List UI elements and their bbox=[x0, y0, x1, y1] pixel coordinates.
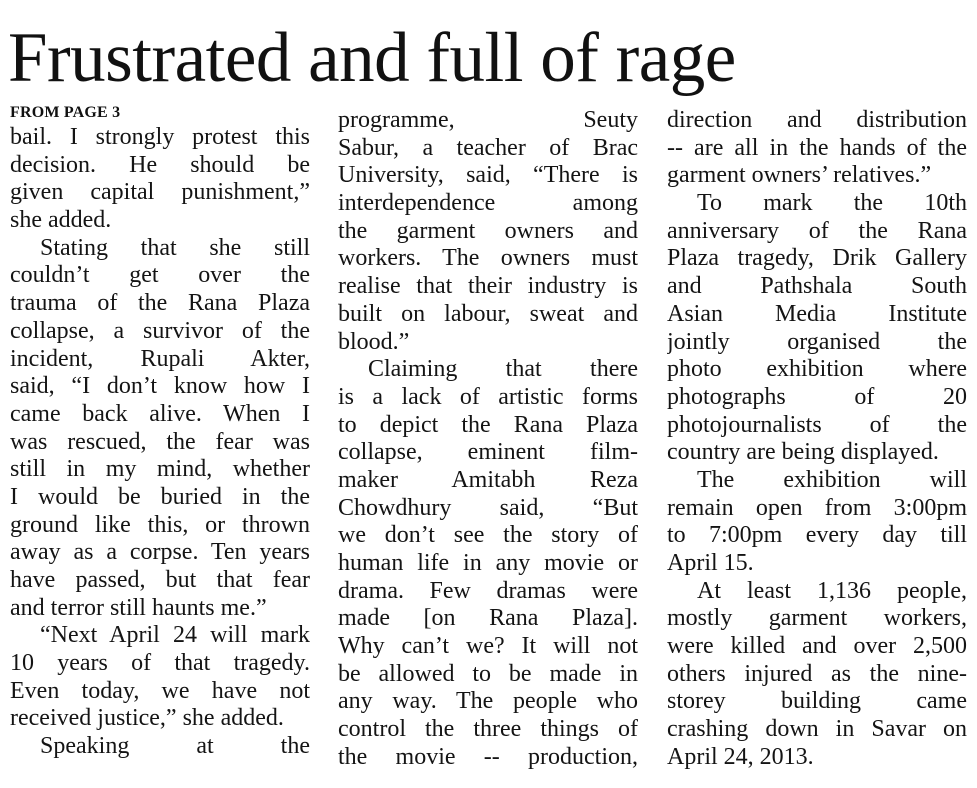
text-line: human life in any movie or bbox=[338, 550, 638, 576]
text-line: jointly organised the bbox=[667, 328, 967, 355]
text-line: Even today, we have not bbox=[10, 677, 310, 704]
text-line: To mark the 10th bbox=[697, 190, 967, 217]
text-line: University, said, “There is bbox=[338, 162, 638, 189]
article-column-2 bbox=[338, 103, 638, 772]
text-line: Plaza tragedy, Drik Gallery bbox=[667, 245, 967, 272]
text-line: still in my mind, whether bbox=[10, 456, 310, 483]
text-line: away as a corpse. Ten years bbox=[10, 539, 310, 566]
text-line: received justice,” she added. bbox=[10, 705, 284, 732]
text-line: said, “I don’t know how I bbox=[10, 373, 310, 400]
text-line: decision. He should be bbox=[10, 151, 310, 178]
text-line: The exhibition will bbox=[697, 466, 967, 493]
text-line: crashing down in Savar on bbox=[667, 716, 967, 743]
text-line: Speaking at the bbox=[40, 733, 310, 760]
text-line: storey building came bbox=[667, 688, 967, 715]
text-line: direction and distribution bbox=[667, 107, 967, 133]
text-line: control the three things of bbox=[338, 716, 638, 743]
text-line: and Pathshala South bbox=[667, 273, 967, 300]
text-line: I would be buried in the bbox=[10, 483, 310, 510]
text-line: programme, Seuty bbox=[338, 107, 638, 133]
text-line: to 7:00pm every day till bbox=[667, 522, 967, 549]
text-line: realise that their industry is bbox=[338, 273, 638, 300]
text-line: bail. I strongly protest this bbox=[10, 124, 310, 150]
text-line: ground like this, or thrown bbox=[10, 511, 310, 538]
text-line: incident, Rupali Akter, bbox=[10, 345, 310, 372]
text-line: to depict the Rana Plaza bbox=[338, 411, 638, 438]
text-line: drama. Few dramas were bbox=[338, 577, 638, 604]
text-line: the movie -- production, bbox=[338, 743, 638, 770]
text-line: blood.” bbox=[338, 328, 410, 355]
text-line: we don’t see the story of bbox=[338, 522, 638, 549]
text-line: maker Amitabh Reza bbox=[338, 466, 638, 493]
text-line: “Next April 24 will mark bbox=[40, 622, 310, 649]
text-line: others injured as the nine- bbox=[667, 660, 967, 687]
text-line: Claiming that there bbox=[368, 356, 638, 383]
text-line: garment owners’ relatives.” bbox=[667, 162, 932, 189]
text-line: was rescued, the fear was bbox=[10, 428, 310, 455]
headline: Frustrated and full of rage bbox=[8, 19, 736, 97]
text-line: Chowdhury said, “But bbox=[338, 494, 638, 521]
text-line: photo exhibition where bbox=[667, 356, 967, 383]
text-line: Asian Media Institute bbox=[667, 300, 967, 327]
text-line: workers. The owners must bbox=[338, 245, 638, 272]
text-line: anniversary of the Rana bbox=[667, 217, 967, 244]
text-line: trauma of the Rana Plaza bbox=[10, 290, 310, 317]
article-column-1 bbox=[10, 103, 310, 761]
text-line: 10 years of that tragedy. bbox=[10, 650, 310, 677]
text-line: Why can’t we? It will not bbox=[338, 633, 638, 660]
text-line: and terror still haunts me.” bbox=[10, 594, 267, 621]
text-line: made [on Rana Plaza]. bbox=[338, 605, 638, 632]
text-line: interdependence among bbox=[338, 190, 638, 217]
column-text bbox=[338, 107, 638, 772]
article-column-3 bbox=[667, 103, 967, 772]
text-line: came back alive. When I bbox=[10, 400, 310, 427]
text-line: collapse, eminent film- bbox=[338, 439, 638, 466]
text-line: mostly garment workers, bbox=[667, 605, 967, 632]
text-line: April 24, 2013. bbox=[667, 743, 814, 770]
text-line: -- are all in the hands of the bbox=[667, 134, 967, 161]
column-text bbox=[10, 124, 310, 761]
text-line: couldn’t get over the bbox=[10, 262, 310, 289]
text-line: given capital punishment,” bbox=[10, 179, 310, 206]
text-line: At least 1,136 people, bbox=[697, 577, 967, 604]
text-line: have passed, but that fear bbox=[10, 567, 310, 593]
text-line: April 15. bbox=[667, 550, 754, 576]
text-line: is a lack of artistic forms bbox=[338, 383, 638, 410]
text-line: were killed and over 2,500 bbox=[667, 633, 967, 660]
text-line: photographs of 20 bbox=[667, 383, 967, 410]
text-line: she added. bbox=[10, 207, 112, 234]
text-line: photojournalists of the bbox=[667, 411, 967, 438]
continued-from-label: FROM PAGE 3 bbox=[10, 104, 121, 121]
text-line: Stating that she still bbox=[40, 234, 310, 261]
text-line: collapse, a survivor of the bbox=[10, 317, 310, 344]
text-line: be allowed to be made in bbox=[338, 660, 638, 687]
text-line: country are being displayed. bbox=[667, 439, 939, 466]
column-text bbox=[667, 107, 967, 772]
text-line: any way. The people who bbox=[338, 688, 638, 715]
text-line: Sabur, a teacher of Brac bbox=[338, 134, 638, 161]
text-line: remain open from 3:00pm bbox=[667, 494, 967, 521]
text-line: built on labour, sweat and bbox=[338, 300, 638, 327]
text-line: the garment owners and bbox=[338, 217, 638, 244]
